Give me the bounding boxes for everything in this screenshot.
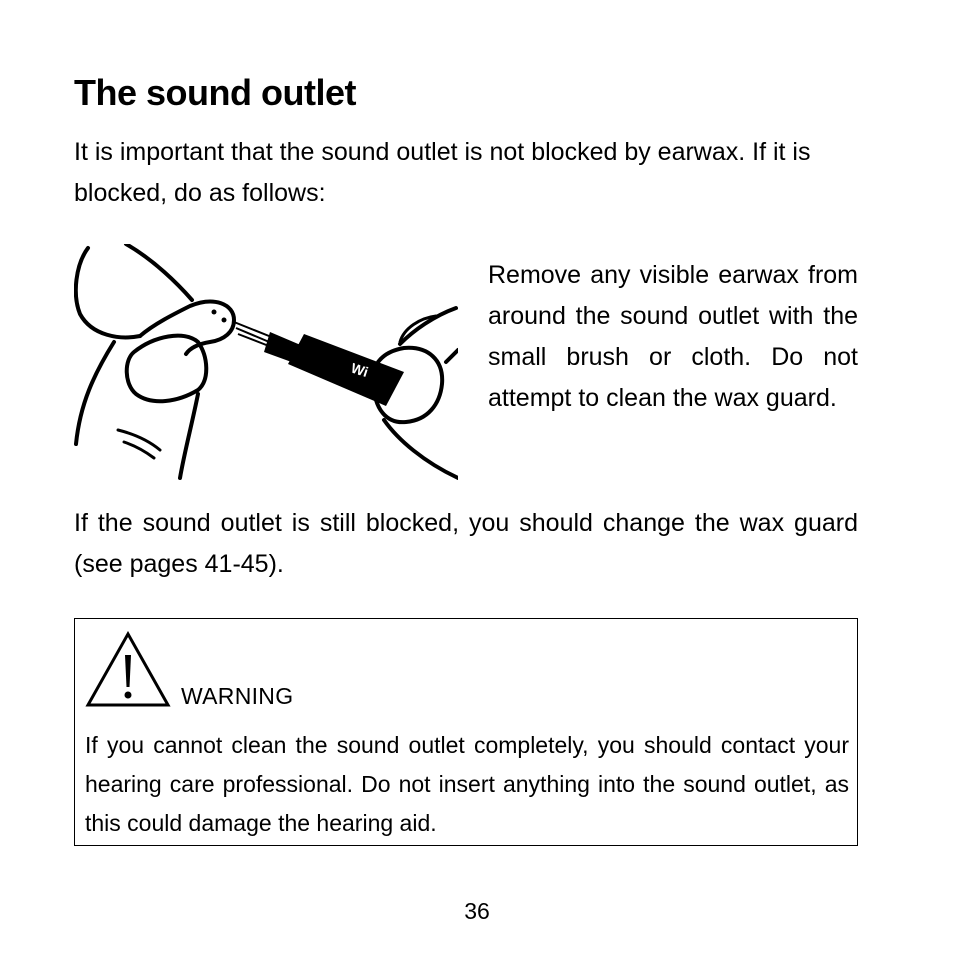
brand-mark: Wi — [349, 359, 371, 381]
warning-text: If you cannot clean the sound outlet completely, you should contact your hearing care professional. Do not insert anything into the sound outlet, as this could damage the hearing aid. — [85, 732, 849, 836]
warning-title: WARNING — [181, 683, 294, 709]
cleaning-illustration — [74, 244, 458, 480]
warning-box — [74, 618, 858, 846]
intro-paragraph: It is important that the sound outlet is not blocked by earwax. If it is blocked, do as follows: — [74, 138, 811, 207]
followup-paragraph: If the sound outlet is still blocked, you should change the wax guard (see pages 41-45). — [74, 509, 858, 578]
instruction-text: Remove any visible earwax from around the sound outlet with the small brush or cloth. Do not attempt to clean the wax guard. — [488, 261, 858, 412]
warning-triangle-icon — [85, 631, 171, 709]
page-number: 36 — [464, 898, 490, 924]
page-title: The sound outlet — [74, 72, 356, 113]
